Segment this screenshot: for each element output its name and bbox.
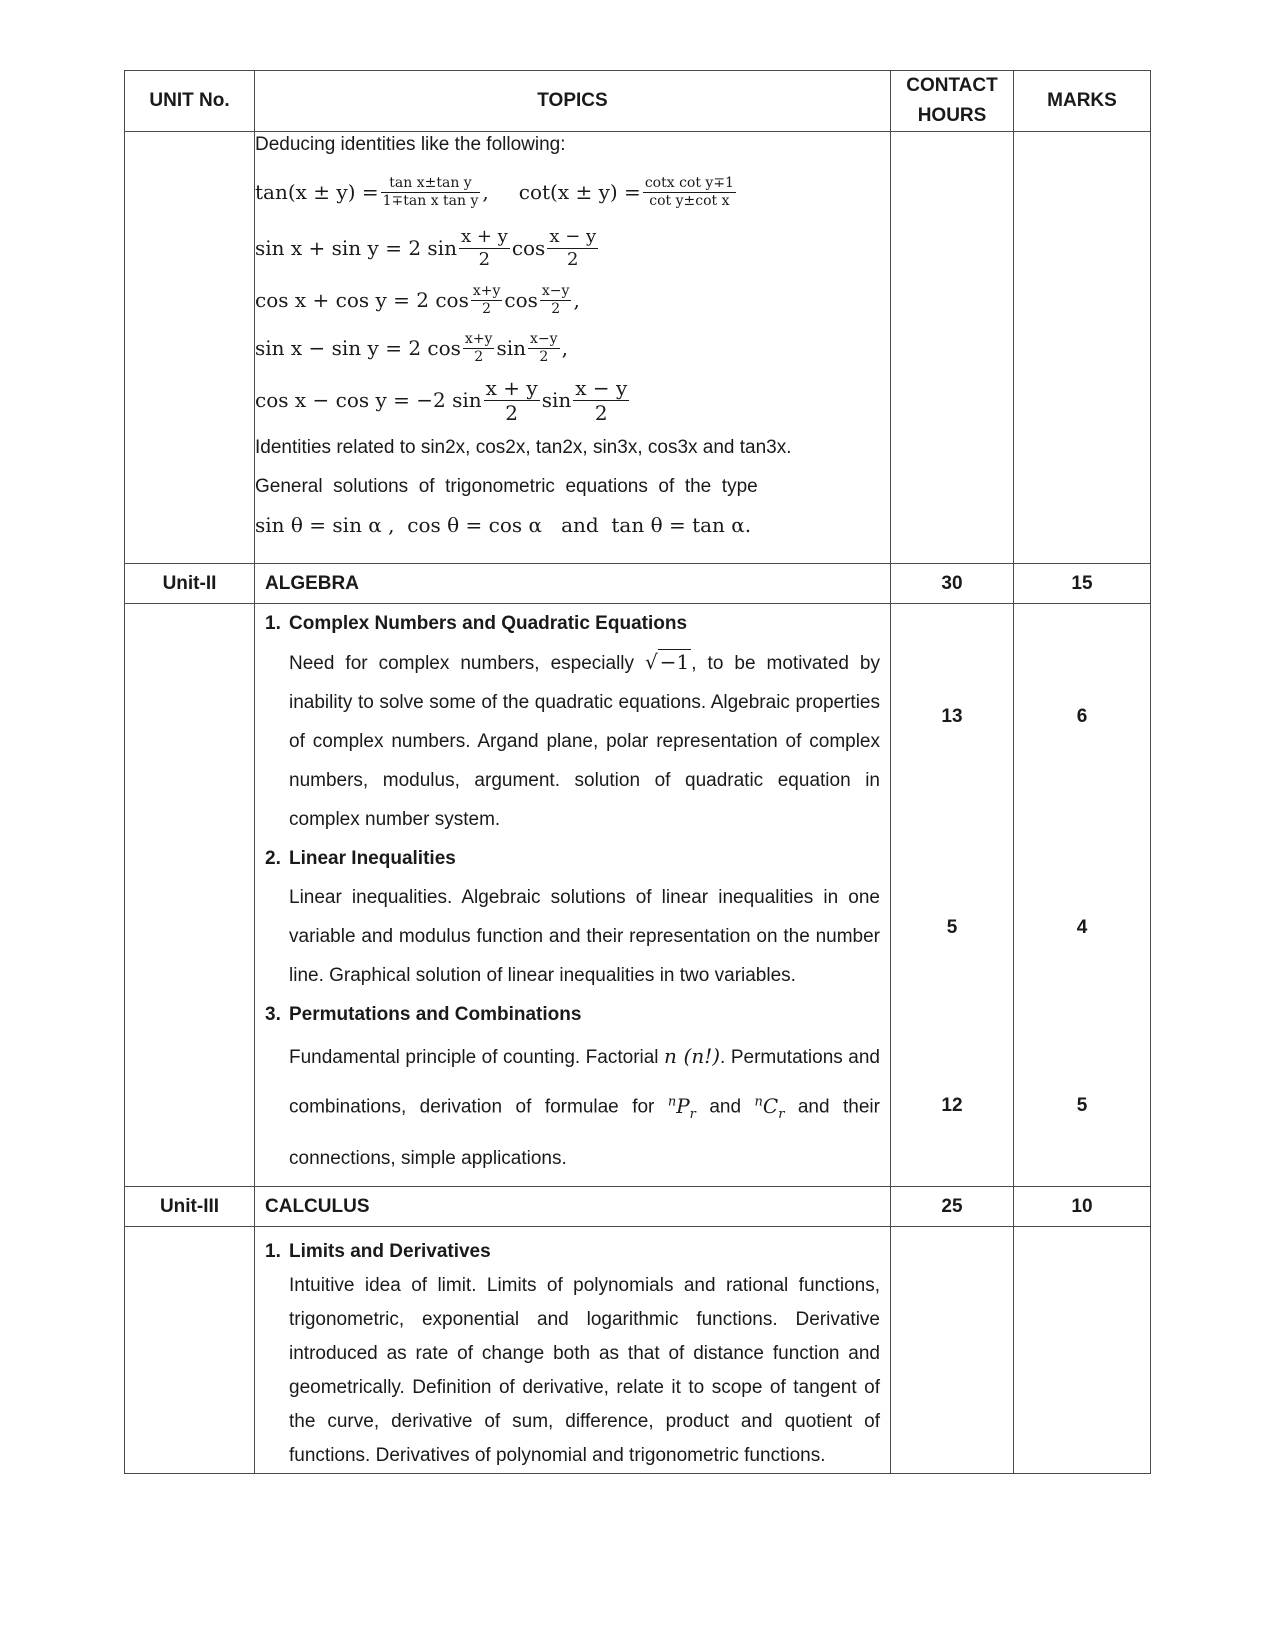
item1-hours: 13 [941,706,963,727]
eq-tan-lhs: tan(x ± y) = [255,179,379,204]
identities-line: Identities related to sin2x, cos2x, tan2x, sin3x, cos3x and tan3x. [255,437,792,458]
unit2-items-row [125,604,1151,1187]
unit2-hours-cell [891,604,1014,1187]
header-contact-hours [891,71,1014,132]
unit2-title: ALGEBRA [255,564,891,604]
unit2-marks-cell [1014,604,1151,1187]
item-title: Limits and Derivatives [289,1241,491,1262]
unit3-hours: 25 [891,1187,1014,1227]
item-text: Linear inequalities. Algebraic solutions of linear inequalities in one variable and modulus function and their representation on the number line. Graphical solution of linear inequalities in two variables. [289,887,880,986]
item-title: Complex Numbers and Quadratic Equations [289,613,688,634]
unit3-marks: 10 [1014,1187,1151,1227]
eq-tan-cot: tan(x ± y) = $\frac{\text{tan x±tan y}}{\text{1∓tan x tan y}}$ , cot(x ± y) = $\frac{\text{cotx cot y∓1}}{\text{cot y±cot x}}$ [255,164,890,220]
unit3-name: Unit-III [125,1187,255,1227]
trig-topics-cell [255,132,891,564]
unit2-name: Unit-II [125,564,255,604]
item1-marks: 6 [1076,706,1088,727]
header-marks: MARKS [1014,71,1151,132]
trig-continuation-row [125,132,1151,564]
header-unit-no: UNIT No. [125,71,255,132]
item3-hours: 12 [941,1095,963,1116]
item-text: Fundamental principle of counting. Factorial n (n!). Permutations and combinations, derivation of formulae for $^nP_r$ and $^nC_r$ and their connections, simple applications. [289,1044,880,1169]
item-title: Linear Inequalities [289,848,456,869]
item2-marks: 4 [1076,917,1088,938]
unit3-row [125,1187,1151,1227]
item-text: Need for complex numbers, especially √ −1 , to be motivated by inability to solve some of the quadratic equations. Algebraic properties of complex numbers. Argand plane, polar representation of complex numbers, modulus, argument. solution of quadratic equation in complex number system. [255,643,890,839]
item3-marks: 5 [1076,1095,1088,1116]
unit2-topics-cell [255,604,891,1187]
eq-sin-diff: sin x − sin y = 2 cos $\frac{x+y}{2}$ sin $\frac{x-y}{2}$ , [255,330,568,365]
item-title: Permutations and Combinations [289,1004,582,1025]
eq-cot-frac: $\frac{\text{cotx cot y∓1}}{\text{cot y±cot x}}$ [644,174,734,209]
item-text: Intuitive idea of limit. Limits of polynomials and rational functions, trigonometric, exponential and logarithmic functions. Derivative introduced as rate of change both as that of distance function and geometrically. Definition of derivative, relate it to scope of tangent of the curve, derivative of sum, difference, product and quotient of functions. Derivatives of polynomial and trigonometric functions. [289,1275,880,1466]
unit2-item-2: 2. Linear Inequalities Linear inequalities. Algebraic solutions of linear inequalities in one variable and modulus function and their representation on the number line. Graphical solution of linear inequalities in two variables. [255,839,890,995]
eq-cos-sum: cos x + cos y = 2 cos $\frac{x+y}{2}$ cos $\frac{x-y}{2}$ , [255,282,580,317]
table-header-row [125,71,1151,132]
general-solutions-eq: sin θ = sin α , cos θ = cos α and tan θ = tan α. [255,513,752,537]
eq-tan-frac: $\frac{\text{tan x±tan y}}{\text{1∓tan x tan y}}$ [382,174,479,209]
header-topics: TOPICS [255,71,891,132]
npr-formula: $^nP_r$ [667,1093,696,1122]
header-contact-line1: CONTACT [906,75,998,96]
unit3-topics-cell [255,1227,891,1474]
unit2-item-1: 1. Complex Numbers and Quadratic Equations Need for complex numbers, especially √ −1 , to be motivated by inability to solve some of the quadratic equations. Algebraic properties of complex numbers. Argand plane, polar representation of complex numbers, modulus, argument. solution of quadratic equation in complex number system. [255,604,890,839]
trig-intro: Deducing identities like the following: [255,134,566,155]
ncr-formula: $^nC_r$ [754,1093,785,1122]
unit2-marks: 15 [1014,564,1151,604]
eq-cos-diff: cos x − cos y = −2 sin $\frac{x + y}{2}$ sin $\frac{x - y}{2}$ [255,375,628,425]
syllabus-table [124,70,1151,1474]
unit2-hours: 30 [891,564,1014,604]
item2-hours: 5 [946,917,958,938]
unit3-items-row [125,1227,1151,1474]
unit3-item-1: 1. Limits and Derivatives Intuitive idea of limit. Limits of polynomials and rational functions, trigonometric, exponential and logarithmic functions. Derivative introduced as rate of change both as that of distance function and geometrically. Definition of derivative, relate it to scope of tangent of the curve, derivative of sum, difference, product and quotient of functions. Derivatives of polynomial and trigonometric functions. [255,1235,890,1473]
header-contact-line2: HOURS [917,105,987,126]
sqrt-minus-one: √ −1 [645,650,690,674]
general-solutions-line: General solutions of trigonometric equations of the type [255,476,758,497]
unit3-title: CALCULUS [255,1187,891,1227]
unit2-row [125,564,1151,604]
eq-sin-sum: sin x + sin y = 2 sin $\frac{x + y}{2}$ cos $\frac{x - y}{2}$ [255,225,597,270]
unit2-item-3: 3. Permutations and Combinations Fundamental principle of counting. Factorial n (n!). Permutations and combinations, derivation of formulae for $^nP_r$ and $^nC_r$ and their connections, simple applications. [255,995,890,1183]
eq-cot-lhs: cot(x ± y) = [518,179,641,204]
